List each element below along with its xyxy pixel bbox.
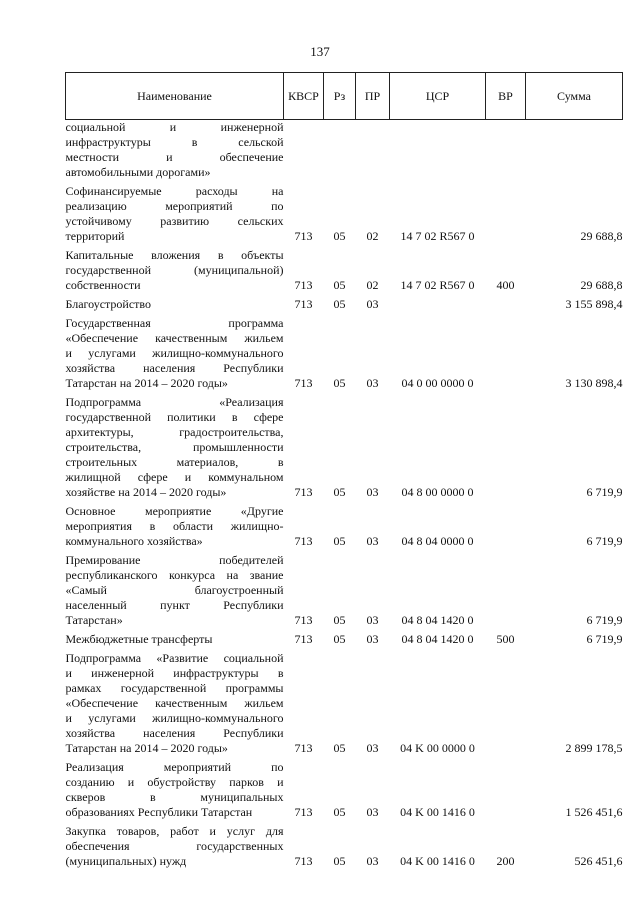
header-kvsr: КВСР (284, 73, 324, 120)
row-name-line: строительства, промышленности (65, 440, 284, 454)
row-vr: 200 (496, 854, 515, 868)
row-pr: 03 (366, 854, 379, 868)
row-csr: 04 0 00 0000 0 (401, 376, 474, 390)
row-csr: 14 7 02 R567 0 (400, 278, 475, 292)
row-name-line: Татарстан на 2014 – 2020 годы» (65, 741, 228, 755)
row-name-line: государственной политики в сфере (65, 410, 284, 424)
row-spacer (66, 869, 623, 873)
row-pr: 03 (366, 297, 379, 311)
table-row (66, 651, 623, 756)
row-name-line: коммунального хозяйства» (65, 534, 203, 548)
header-sum: Сумма (526, 73, 623, 120)
row-name-line: Основное мероприятие «Другие (65, 504, 284, 518)
row-kvsr: 713 (294, 534, 313, 548)
row-vr (486, 395, 526, 500)
header-csr: ЦСР (390, 73, 486, 120)
row-name-line: Закупка товаров, работ и услуг для (65, 824, 284, 838)
row-sum: 526 451,6 (574, 854, 623, 868)
row-name (66, 184, 284, 244)
table-row (66, 248, 623, 293)
row-csr: 04 8 00 0000 0 (401, 485, 474, 499)
row-sum: 3 155 898,4 (565, 297, 623, 311)
row-rz: 05 (333, 632, 346, 646)
row-name-line: «Самый благоустроенный (65, 583, 284, 597)
row-kvsr: 713 (294, 485, 313, 499)
row-name-line: рамках государственной программы (65, 681, 284, 695)
row-name-line: территорий (65, 229, 125, 243)
row-name-line: социальной и инженерной (65, 120, 284, 134)
row-kvsr: 713 (294, 613, 313, 627)
row-rz: 05 (333, 805, 346, 819)
row-rz: 05 (333, 376, 346, 390)
row-name-line: обеспечения государственных (65, 839, 284, 853)
row-name-line: созданию и обустройству парков и (65, 775, 284, 789)
row-vr (486, 504, 526, 549)
row-pr: 02 (366, 278, 379, 292)
row-name-line: населенный пункт Республики (65, 598, 284, 612)
row-name-line: государственной (муниципальной) (65, 263, 284, 277)
row-name-line: скверов в муниципальных (65, 790, 284, 804)
row-sum: 6 719,9 (586, 613, 623, 627)
row-name-line: и услугами жилищно-коммунального (65, 711, 284, 725)
row-name (66, 297, 284, 312)
row-name-line: архитектуры, градостроительства, (65, 425, 284, 439)
row-pr: 03 (366, 741, 379, 755)
header-name: Наименование (66, 73, 284, 120)
row-name-line: хозяйстве на 2014 – 2020 годы» (65, 485, 227, 499)
row-kvsr: 713 (294, 854, 313, 868)
row-csr: 04 K 00 1416 0 (400, 805, 475, 819)
row-name-line: Премирование победителей (65, 553, 284, 567)
row-sum: 1 526 451,6 (565, 805, 623, 819)
row-name-line: инфраструктуры в сельской (65, 135, 284, 149)
row-vr (486, 316, 526, 391)
page-number: 137 (310, 44, 330, 59)
header-vr: ВР (486, 73, 526, 120)
row-sum: 2 899 178,5 (565, 741, 623, 755)
row-rz: 05 (333, 854, 346, 868)
row-pr: 03 (366, 485, 379, 499)
row-rz (324, 120, 356, 181)
table-body (66, 120, 623, 874)
header-pr: ПР (356, 73, 390, 120)
row-name-line: Татарстан на 2014 – 2020 годы» (65, 376, 228, 390)
row-vr (486, 760, 526, 820)
row-sum: 29 688,8 (580, 229, 623, 243)
row-name-line: строительных материалов, в (65, 455, 284, 469)
row-sum: 29 688,8 (580, 278, 623, 292)
row-name-line: Капитальные вложения в объекты (65, 248, 284, 262)
row-rz: 05 (333, 485, 346, 499)
table-row (66, 504, 623, 549)
row-rz: 05 (333, 741, 346, 755)
row-sum: 3 130 898,4 (565, 376, 623, 390)
row-kvsr: 713 (294, 632, 313, 646)
row-name (66, 120, 284, 181)
table-row (66, 760, 623, 820)
row-vr (486, 553, 526, 628)
row-name-line: и инженерной инфраструктуры в (65, 666, 284, 680)
row-pr: 03 (366, 376, 379, 390)
row-kvsr: 713 (294, 297, 313, 311)
table-row (66, 632, 623, 647)
table-row (66, 316, 623, 391)
row-pr: 02 (366, 229, 379, 243)
row-name (66, 824, 284, 869)
row-name (66, 316, 284, 391)
row-name-line: Татарстан» (65, 613, 123, 627)
row-name-line: устойчивому развитию сельских (65, 214, 284, 228)
row-kvsr: 713 (294, 805, 313, 819)
row-vr (486, 297, 526, 312)
row-name (66, 553, 284, 628)
row-name-line: Подпрограмма «Реализация (65, 395, 284, 409)
row-name (66, 395, 284, 500)
row-name (66, 651, 284, 756)
row-name-line: (муниципальных) нужд (65, 854, 187, 868)
row-csr: 04 8 04 1420 0 (401, 613, 474, 627)
row-vr: 400 (496, 278, 515, 292)
row-name-line: Подпрограмма «Развитие социальной (65, 651, 284, 665)
row-name-line: хозяйства населения Республики (65, 726, 284, 740)
row-rz: 05 (333, 278, 346, 292)
row-sum (526, 120, 623, 181)
row-csr: 14 7 02 R567 0 (400, 229, 475, 243)
row-pr (356, 120, 390, 181)
row-pr: 03 (366, 632, 379, 646)
row-rz: 05 (333, 229, 346, 243)
row-sum: 6 719,9 (586, 632, 623, 646)
row-name-line: реализацию мероприятий по (65, 199, 284, 213)
row-name-line: и услугами жилищно-коммунального (65, 346, 284, 360)
row-name-line: собственности (65, 278, 141, 292)
row-csr: 04 8 04 1420 0 (401, 632, 474, 646)
row-csr: 04 K 00 1416 0 (400, 854, 475, 868)
row-sum: 6 719,9 (586, 485, 623, 499)
row-kvsr (284, 120, 324, 181)
row-pr: 03 (366, 613, 379, 627)
row-name-line: Благоустройство (65, 297, 152, 311)
row-vr (486, 120, 526, 181)
table-row (66, 824, 623, 869)
row-csr (390, 297, 486, 312)
row-name-line: хозяйства населения Республики (65, 361, 284, 375)
row-sum: 6 719,9 (586, 534, 623, 548)
row-rz: 05 (333, 613, 346, 627)
row-name (66, 632, 284, 647)
row-vr: 500 (496, 632, 515, 646)
table-row (66, 395, 623, 500)
row-name-line: республиканского конкурса на звание (65, 568, 284, 582)
table-header (66, 73, 623, 120)
row-name-line: Софинансируемые расходы на (65, 184, 284, 198)
table-row (66, 553, 623, 628)
table-row (66, 120, 623, 181)
row-name-line: мероприятия в области жилищно- (65, 519, 284, 533)
row-kvsr: 713 (294, 229, 313, 243)
row-name-line: местности и обеспечение (65, 150, 284, 164)
row-name (66, 248, 284, 293)
row-name-line: автомобильными дорогами» (65, 165, 211, 179)
row-kvsr: 713 (294, 278, 313, 292)
row-csr: 04 8 04 0000 0 (401, 534, 474, 548)
row-pr: 03 (366, 805, 379, 819)
row-kvsr: 713 (294, 741, 313, 755)
row-name-line: жилищной сфере и коммунальном (65, 470, 284, 484)
row-name-line: Государственная программа (65, 316, 284, 330)
table-row (66, 297, 623, 312)
row-name-line: «Обеспечение качественным жильем (65, 696, 284, 710)
row-name-line: образованиях Республики Татарстан (65, 805, 253, 819)
header-rz: Рз (324, 73, 356, 120)
row-name (66, 760, 284, 820)
row-kvsr: 713 (294, 376, 313, 390)
row-csr: 04 K 00 0000 0 (400, 741, 475, 755)
row-vr (486, 184, 526, 244)
row-name-line: Реализация мероприятий по (65, 760, 284, 774)
row-rz: 05 (333, 534, 346, 548)
table-row (66, 184, 623, 244)
row-vr (486, 651, 526, 756)
row-name-line: «Обеспечение качественным жильем (65, 331, 284, 345)
row-csr (390, 120, 486, 181)
row-spacer-cell (66, 869, 623, 873)
row-name-line: Межбюджетные трансферты (65, 632, 213, 646)
row-rz: 05 (333, 297, 346, 311)
row-pr: 03 (366, 534, 379, 548)
budget-table (65, 72, 623, 873)
row-name (66, 504, 284, 549)
